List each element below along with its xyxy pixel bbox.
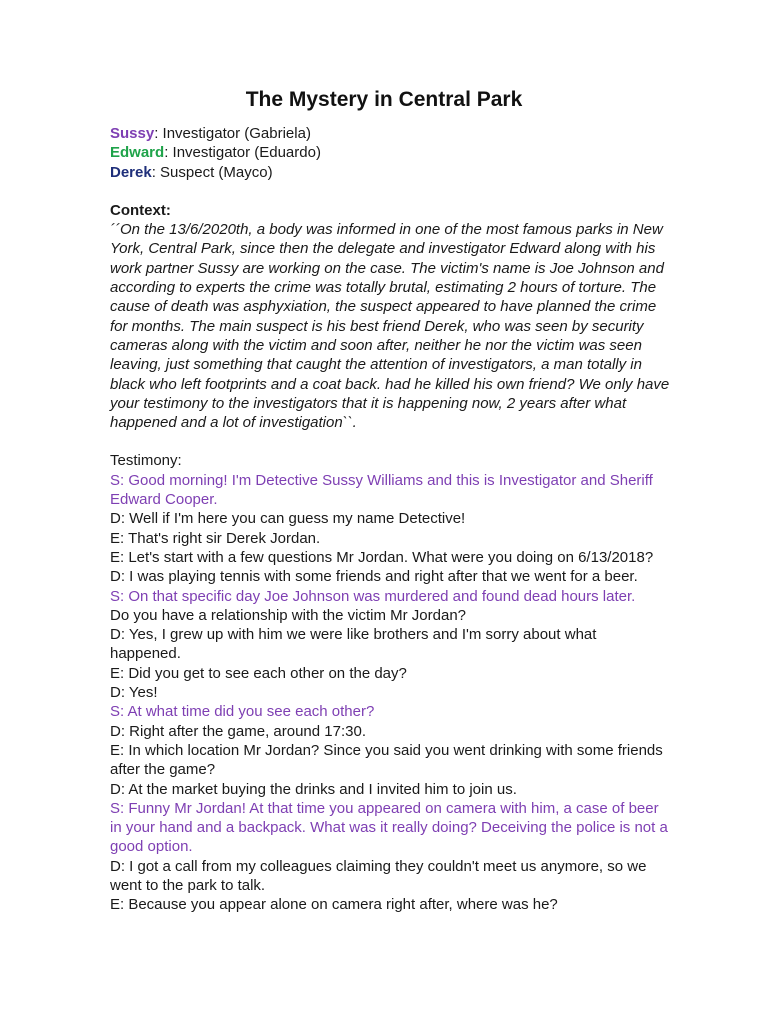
testimony-line: S: Good morning! I'm Detective Sussy Williams and this is Investigator and Sheriff Edward Cooper. xyxy=(110,471,653,509)
cast-role: : Suspect (Mayco) xyxy=(151,163,273,181)
cast-entry-sussy xyxy=(110,124,670,143)
document-title: The Mystery in Central Park xyxy=(245,88,523,111)
testimony-line: E: Did you get to see each other on the day? xyxy=(110,664,407,682)
testimony-line: D: I was playing tennis with some friends and right after that we went for a beer. xyxy=(110,568,638,586)
testimony-line: E: That's right sir Derek Jordan. xyxy=(110,529,321,547)
testimony-line: E: In which location Mr Jordan? Since you said you went drinking with some friends after the game? xyxy=(110,741,663,779)
cast-role: : Investigator (Gabriela) xyxy=(154,125,311,142)
cast-entry-derek xyxy=(110,163,670,182)
testimony-line: D: Well if I'm here you can guess my name Detective! xyxy=(110,510,466,528)
spacer xyxy=(110,432,670,451)
cast-name: Edward xyxy=(110,144,165,162)
testimony-line: D: Yes! xyxy=(110,684,158,702)
spacer xyxy=(110,182,670,201)
testimony-line: S: On that specific day Joe Johnson was murdered and found dead hours later. xyxy=(110,587,636,605)
context-heading: Context: xyxy=(110,201,171,219)
testimony-line: D: Right after the game, around 17:30. xyxy=(110,722,366,740)
cast-name: Sussy xyxy=(110,125,155,142)
testimony-line: E: Let's start with a few questions Mr Jordan. What were you doing on 6/13/2018? xyxy=(110,548,654,566)
cast-entry-edward xyxy=(110,143,670,162)
testimony-line: D: At the market buying the drinks and I invited him to join us. xyxy=(110,780,517,798)
testimony-heading: Testimony: xyxy=(110,452,182,470)
testimony-line: D: I got a call from my colleagues claiming they couldn't meet us anymore, so we went to the park to talk. xyxy=(110,857,647,894)
document-body xyxy=(110,124,670,915)
cast-name: Derek xyxy=(110,163,152,181)
testimony-line: E: Because you appear alone on camera right after, where was he? xyxy=(110,896,558,914)
testimony-line: D: Yes, I grew up with him we were like brothers and I'm sorry about what happened. xyxy=(110,626,597,663)
testimony-line: S: At what time did you see each other? xyxy=(110,703,375,721)
testimony-line: Do you have a relationship with the victim Mr Jordan? xyxy=(110,606,467,624)
cast-role: : Investigator (Eduardo) xyxy=(164,144,321,162)
testimony-line: S: Funny Mr Jordan! At that time you appeared on camera with him, a case of beer in your hand and a backpack. What was it really doing? Deceiving the police is not a good option. xyxy=(110,799,668,856)
context-paragraph: ´´On the 13/6/2020th, a body was informed in one of the most famous parks in New York, Central Park, since then the delegate and investigator Edward along with his work partner Sussy are working on the case. The victim's name is Joe Johnson and according to experts the crime was totally brutal, estimating 2 hours of torture. The cause of death was asphyxiation, the suspect appeared to have planned the crime for months. The main suspect is his best friend Derek, who was seen by security cameras along with the victim and soon after, neither he nor the victim was seen leaving, just something that caught the attention of investigators, a man totally in black who left footprints and a coat back. had he killed his own friend? We only have your testimony to the investigators that it is happening now, 2 years after what happened and a lot of investigation``. xyxy=(110,221,670,432)
